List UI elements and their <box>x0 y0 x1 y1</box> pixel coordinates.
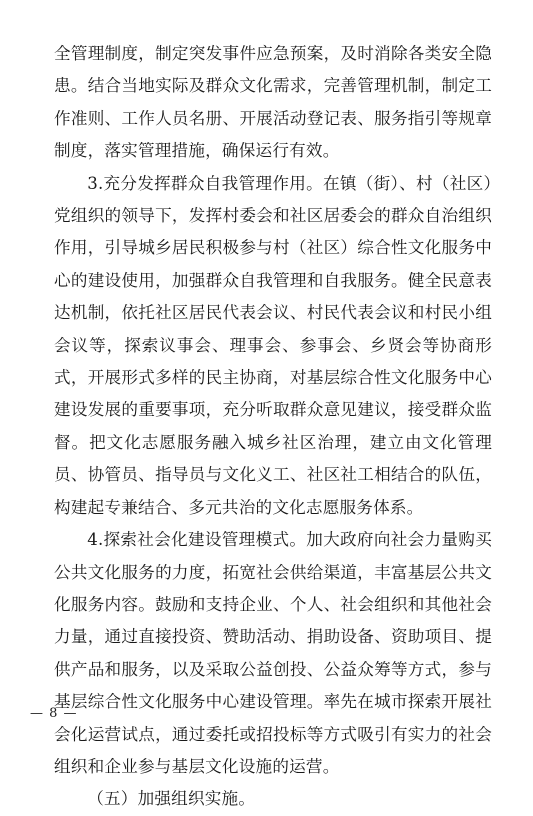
paragraph-continued: 全管理制度，制定突发事件应急预案，及时消除各类安全隐患。结合当地实际及群众文化需求，完善管理机制，制定工作准则、工作人员名册、开展活动登记表、服务指引等规章制度，落实管理措施，确保运行有效。 <box>54 44 492 161</box>
paragraph-item-4: 4.探索社会化建设管理模式。加大政府向社会力量购买公共文化服务的力度，拓宽社会供给渠道，丰富基层公共文化服务内容。鼓励和支持企业、个人、社会组织和其他社会力量，通过直接投资、赞助活动、捐助设备、资助项目、提供产品和服务，以及采取公益创投、公益众筹等方式，参与基层综合性文化服务中心建设管理。率先在城市探索开展社会化运营试点，通过委托或招投标等方式吸引有实力的社会组织和企业参与基层文化设施的运营。 <box>54 530 492 776</box>
paragraph-item-3: 3.充分发挥群众自我管理作用。在镇（街）、村（社区）党组织的领导下，发挥村委会和社区居委会的群众自治组织作用，引导城乡居民积极参与村（社区）综合性文化服务中心的建设使用，加强群众自我管理和自我服务。健全民意表达机制，依托社区居民代表会议、村民代表会议和村民小组会议等，探索议事会、理事会、参事会、乡贤会等协商形式，开展形式多样的民主协商，对基层综合性文化服务中心建设发展的重要事项，充分听取群众意见建议，接受群众监督。把文化志愿服务融入城乡社区治理，建立由文化管理员、协管员、指导员与文化义工、社区社工相结合的队伍，构建起专兼结合、多元共治的文化志愿服务体系。 <box>54 173 492 517</box>
document-body <box>54 38 492 816</box>
page-number: — 8 — <box>30 706 78 721</box>
section-heading-5: （五）加强组织实施。 <box>87 789 256 809</box>
